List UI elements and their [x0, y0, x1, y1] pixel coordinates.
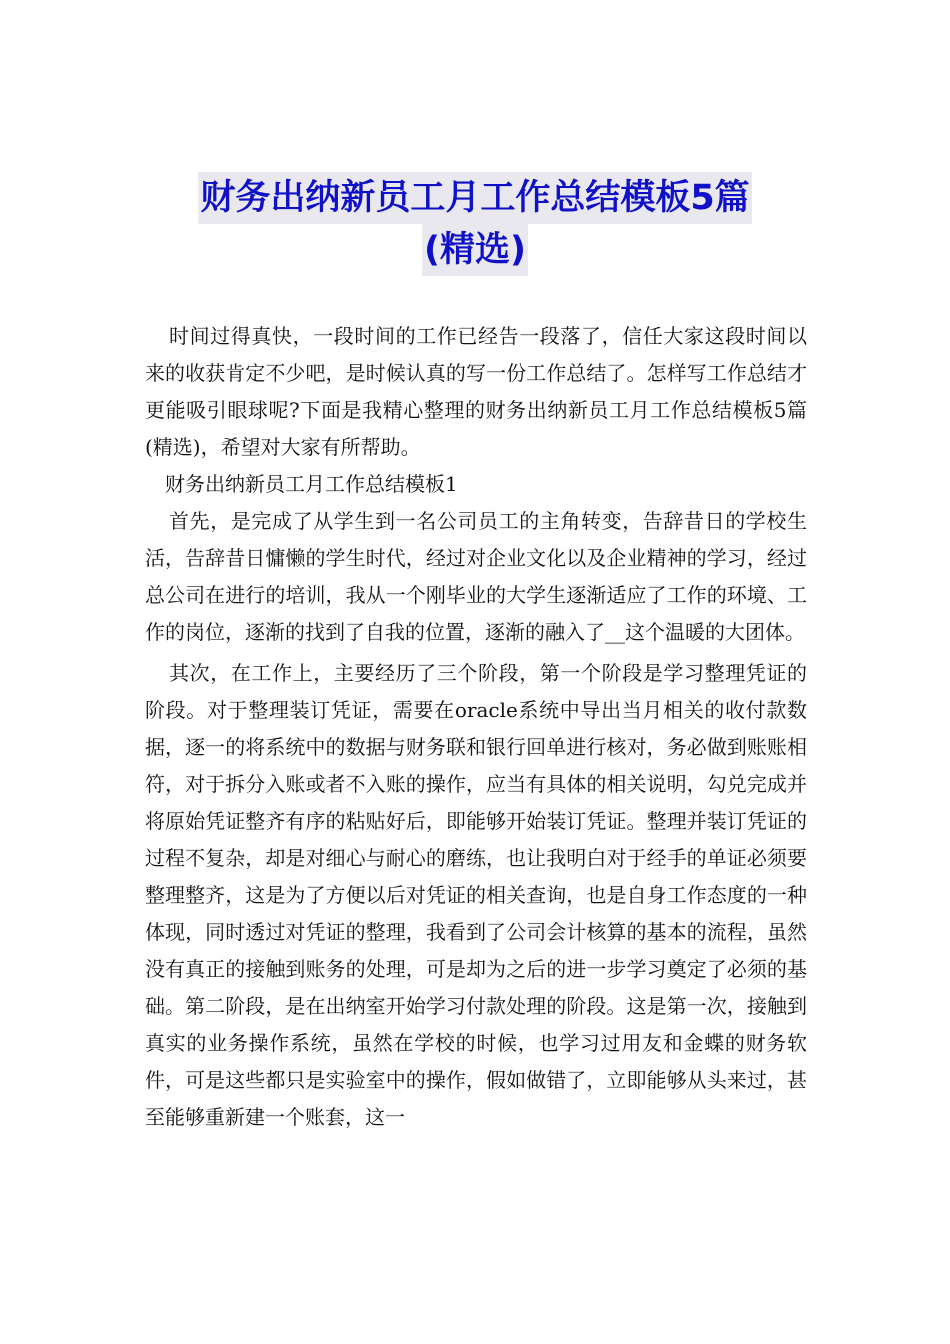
- document-body: [145, 318, 807, 1136]
- document-title: [0, 172, 950, 276]
- title-line-1: 财务出纳新员工月工作总结模板5篇: [198, 172, 751, 224]
- body-paragraph: 其次，在工作上，主要经历了三个阶段，第一个阶段是学习整理凭证的阶段。对于整理装订凭证，需要在oracle系统中导出当月相关的收付款数据，逐一的将系统中的数据与财务联和银行回单进行核对，务必做到账账相符，对于拆分入账或者不入账的操作，应当有具体的相关说明，勾兑完成并将原始凭证整齐有序的粘贴好后，即能够开始装订凭证。整理并装订凭证的过程不复杂，却是对细心与耐心的磨练，也让我明白对于经手的单证必须要整理整齐，这是为了方便以后对凭证的相关查询，也是自身工作态度的一种体现，同时透过对凭证的整理，我看到了公司会计核算的基本的流程，虽然没有真正的接触到账务的处理，可是却为之后的进一步学习奠定了必须的基础。第二阶段，是在出纳室开始学习付款处理的阶段。这是第一次，接触到真实的业务操作系统，虽然在学校的时候，也学习过用友和金蝶的财务软件，可是这些都只是实验室中的操作，假如做错了，立即能够从头来过，甚至能够重新建一个账套，这一: [145, 661, 807, 1129]
- title-line-2: (精选): [422, 224, 528, 276]
- body-paragraph: 首先，是完成了从学生到一名公司员工的主角转变，告辞昔日的学校生活，告辞昔日慵懒的学生时代，经过对企业文化以及企业精神的学习，经过总公司在进行的培训，我从一个刚毕业的大学生逐渐适应了工作的环境、工作的岗位，逐渐的找到了自我的位置，逐渐的融入了__这个温暖的大团体。: [145, 509, 807, 644]
- section-heading: 财务出纳新员工月工作总结模板1: [165, 472, 458, 496]
- intro-paragraph: 时间过得真快，一段时间的工作已经告一段落了，信任大家这段时间以来的收获肯定不少吧，是时候认真的写一份工作总结了。怎样写工作总结才更能吸引眼球呢?下面是我精心整理的财务出纳新员工月工作总结模板5篇(精选)，希望对大家有所帮助。: [145, 324, 807, 459]
